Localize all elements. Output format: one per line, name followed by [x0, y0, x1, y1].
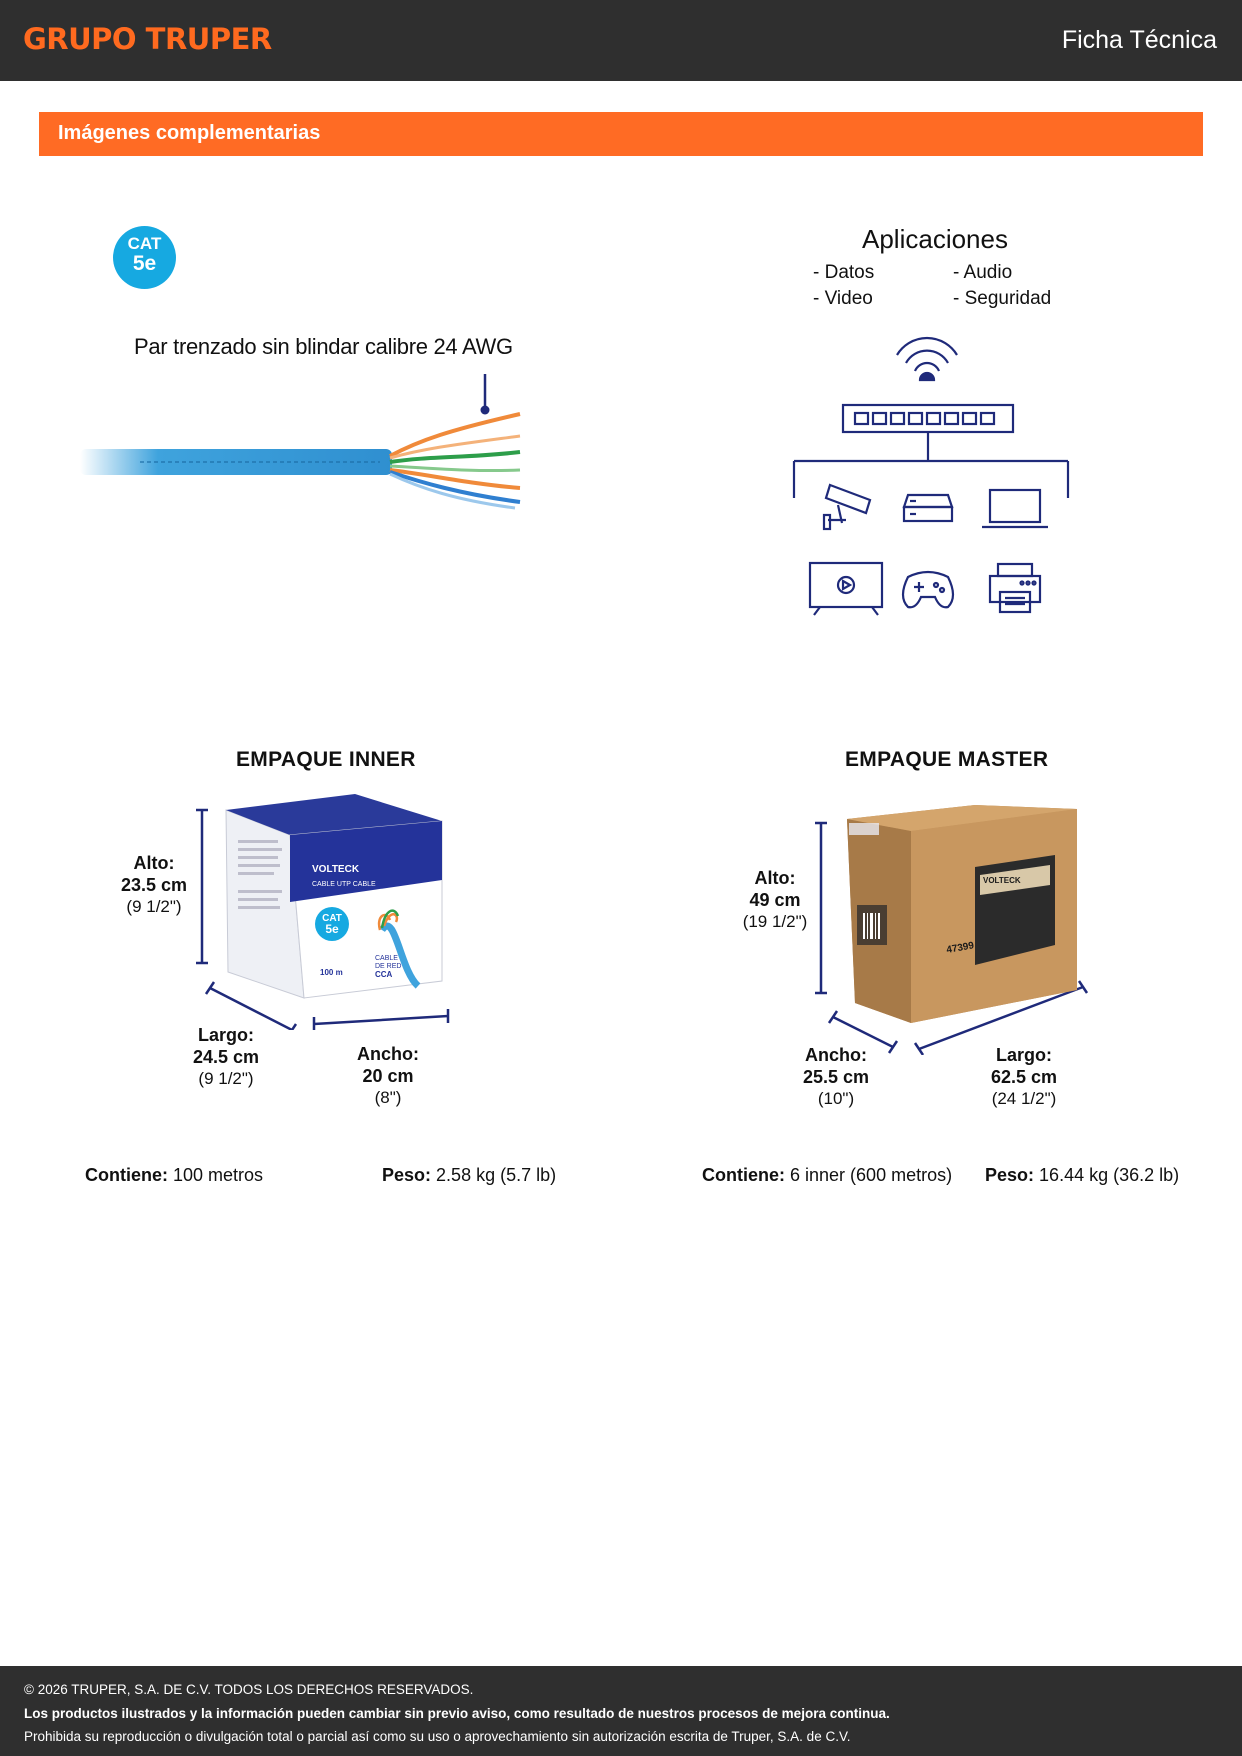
- cable-description: Par trenzado sin blindar calibre 24 AWG: [134, 334, 513, 359]
- inner-contents: Contiene: 100 metros: [85, 1165, 264, 1185]
- inner-box-image: [190, 790, 460, 1030]
- security-camera-icon: [824, 485, 870, 529]
- inner-package-title: EMPAQUE INNER: [236, 748, 416, 771]
- application-item: - Seguridad: [953, 288, 1052, 309]
- master-weight: Peso: 16.44 kg (36.2 lb): [985, 1165, 1180, 1185]
- game-controller-icon: [903, 572, 953, 607]
- laptop-icon: [982, 490, 1048, 527]
- application-item: - Audio: [953, 262, 1013, 283]
- network-links: [794, 432, 1068, 498]
- inner-height-dimension: Alto: 23.5 cm (9 1/2"): [120, 853, 188, 916]
- nvr-recorder-icon: [904, 495, 952, 521]
- inner-box-product: CABLE UTP CABLE: [312, 881, 376, 888]
- cat5e-badge: [113, 226, 176, 289]
- cat-badge-line1: CAT: [127, 234, 162, 253]
- printer-icon: [990, 564, 1040, 612]
- inner-length-dimension: Largo: 24.5 cm (9 1/2"): [192, 1025, 260, 1088]
- footer-rights: Prohibida su reproducción o divulgación total o parcial así como su uso o aprovechamiento sin autorización escrita de Truper, S.A. de C.V.: [24, 1729, 851, 1744]
- document-type: Ficha Técnica: [1061, 26, 1217, 54]
- master-box: [847, 805, 1077, 1023]
- inner-weight: Peso: 2.58 kg (5.7 lb): [382, 1165, 557, 1185]
- inner-width-line: [314, 1009, 448, 1030]
- cable-illustration: [80, 370, 530, 510]
- cat-badge-line2: 5e: [132, 252, 157, 275]
- master-box-image: [805, 795, 1095, 1055]
- application-item: - Datos: [813, 262, 875, 283]
- wifi-icon: [897, 338, 957, 380]
- inner-box-brand: VOLTECK: [312, 864, 360, 875]
- inner-box-length: 100 m: [320, 968, 343, 977]
- section-title: Imágenes complementarias: [58, 122, 321, 144]
- footer-copyright: © 2026 TRUPER, S.A. DE C.V. TODOS LOS DERECHOS RESERVADOS.: [24, 1682, 474, 1697]
- inner-box-cat1: CAT: [322, 913, 342, 924]
- master-box-code: 47399: [945, 940, 975, 956]
- master-box-brand: VOLTECK: [983, 876, 1021, 885]
- label-pointer-dot: [481, 406, 490, 415]
- master-length-dimension: Largo: 62.5 cm (24 1/2"): [990, 1045, 1058, 1108]
- application-item: - Video: [813, 288, 873, 309]
- page-header: [0, 0, 1242, 81]
- inner-width-dimension: Ancho: 20 cm (8"): [357, 1044, 419, 1107]
- master-width-dimension: Ancho: 25.5 cm (10"): [802, 1045, 870, 1108]
- inner-box-cat2: 5e: [325, 922, 339, 936]
- section-title-bar: [39, 112, 1203, 156]
- network-diagram: [790, 335, 1080, 620]
- master-package-title: EMPAQUE MASTER: [845, 748, 1049, 771]
- switch-ports: [855, 413, 994, 424]
- inner-box-type2: DE RED: [375, 963, 402, 970]
- inner-box-type1: CABLE: [375, 955, 398, 962]
- brand-logo: GRUPO TRUPER: [23, 22, 272, 56]
- footer-notice: Los productos ilustrados y la información pueden cambiar sin previo aviso, como resultado de nuestros procesos de mejora continua.: [24, 1706, 890, 1721]
- master-contents: Contiene: 6 inner (600 metros): [702, 1165, 953, 1185]
- applications-title: Aplicaciones: [862, 224, 1008, 254]
- master-height-dimension: Alto: 49 cm (19 1/2"): [742, 868, 808, 931]
- smart-tv-icon: [810, 563, 882, 615]
- page-footer: [0, 1666, 1242, 1756]
- inner-box-type3: CCA: [375, 970, 393, 979]
